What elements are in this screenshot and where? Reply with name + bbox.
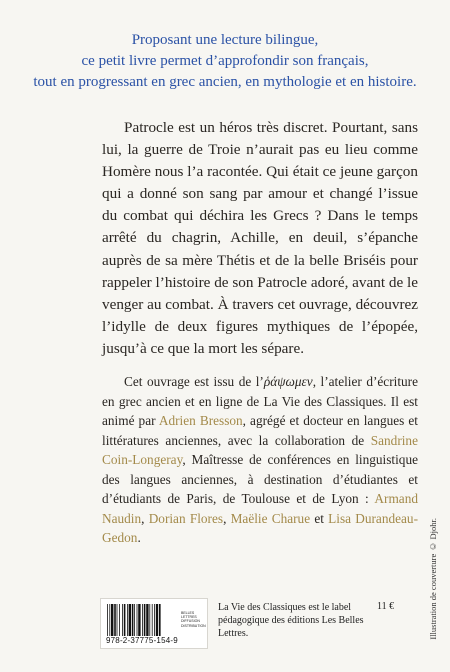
isbn-number: 978-2-37775-154-9	[106, 636, 178, 645]
separator-1: ,	[141, 510, 149, 526]
barcode-icon	[107, 604, 179, 636]
tagline-line-1: Proposant une lecture bilingue,	[131, 32, 319, 48]
about-end: .	[137, 530, 141, 545]
separator-2: ,	[223, 510, 231, 526]
price: 11 €	[377, 601, 395, 612]
about-text-1: Cet ouvrage est issu de l’	[124, 374, 264, 389]
tagline-line-2: ce petit livre permet d’approfondir son français,	[81, 53, 369, 69]
about-text-2: , l’atelier d’écriture en grec ancien et en ligne de La Vie des Classiques. Il est animé par	[102, 374, 418, 428]
publisher-note: La Vie des Classiques est le label pédagogique des éditions Les Belles Lettres.	[218, 602, 364, 639]
student-name-maelie-charue: Maëlie Charue	[230, 510, 311, 526]
student-name-dorian-flores: Dorian Flores	[148, 510, 224, 526]
student-name-armand-naudin: Armand Naudin	[102, 491, 418, 526]
summary-paragraph: Patrocle est un héros très discret. Pourtant, sans lui, la guerre de Troie n’aurait pas eu lieu comme Homère nous l’a racontée. Qui était ce jeune garçon qui a donné son sang par amour et changé l’issue du combat qui déchira les Grecs ? Dans le temps arrêté du chagrin, Achille, en deuil, s’épanche auprès de sa mère Thétis et de la belle Briséis pour rappeler l’histoire de son Patrocle adoré, avant de le venger au combat. À travers cet ouvrage, découvrez l’idylle de deux figures mythiques de l’épopée, jusqu’à ce que la mort les sépare.	[102, 119, 418, 357]
distributor-logo-text: BELLES LETTRES DIFFUSION DISTRIBUTION	[181, 611, 206, 628]
tagline	[0, 30, 450, 93]
collaborator-name-sandrine-coin-longeray: Sandrine Coin-Longeray	[102, 432, 418, 467]
about-text-3: , agrégé et docteur en langues et littératures anciennes, avec la collaboration de	[102, 413, 418, 448]
tagline-line-3: tout en progressant en grec ancien, en mythologie et en histoire.	[33, 74, 417, 90]
student-name-lisa-durandeau-gedon: Lisa Durandeau-Gedon	[102, 510, 418, 545]
about-paragraph	[102, 372, 418, 548]
about-text-4: , Maîtresse de conférences en linguistique des langues anciennes, à destination d’étudiantes et d’étudiants de Paris, de Toulouse et de Lyon :	[102, 452, 418, 506]
barcode-panel	[100, 598, 208, 649]
illustration-credit: Illustration de couverture © Djohr.	[428, 518, 438, 640]
author-name-adrien-bresson: Adrien Bresson	[158, 413, 243, 428]
workshop-name-greek: ῥάψωμεν	[263, 374, 313, 389]
separator-3: et	[310, 510, 329, 526]
